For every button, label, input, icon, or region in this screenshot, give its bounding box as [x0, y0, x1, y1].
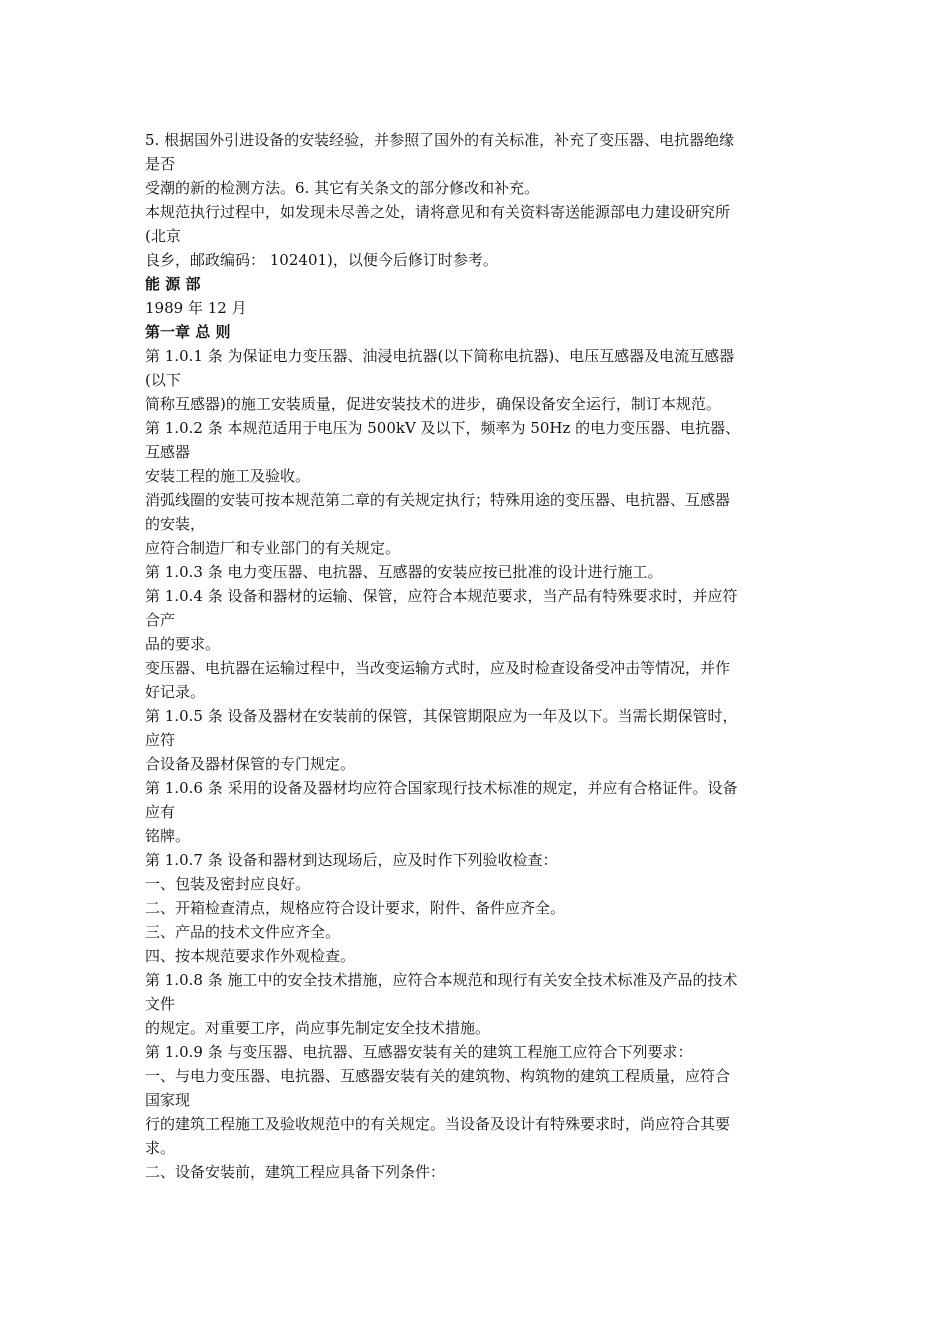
text-line: 本规范执行过程中，如发现未尽善之处，请将意见和有关资料寄送能源部电力建设研究所 — [145, 203, 731, 221]
text-line: (以下 — [145, 371, 181, 389]
text-line: 互感器 — [145, 443, 191, 461]
text-line: 品的要求。 — [145, 635, 221, 653]
text-line: 第 1.0.2 条 本规范适用于电压为 500kV 及以下，频率为 50Hz 的电力变压器、电抗器、 — [145, 419, 741, 437]
text-line: 好记录。 — [145, 683, 206, 701]
text-line: 合设备及器材保管的专门规定。 — [145, 755, 356, 773]
text-line: 文件 — [145, 995, 176, 1013]
text-line: 第 1.0.7 条 设备和器材到达现场后，应及时作下列验收检查： — [145, 851, 558, 869]
text-line: 应符 — [145, 731, 176, 749]
heading-line: 能 源 部 — [145, 275, 201, 293]
text-line: 第 1.0.8 条 施工中的安全技术措施，应符合本规范和现行有关安全技术标准及产品的技术 — [145, 971, 738, 989]
text-line: 是否 — [145, 155, 176, 173]
text-line: 二、开箱检查清点，规格应符合设计要求，附件、备件应齐全。 — [145, 899, 566, 917]
text-line: 合产 — [145, 611, 176, 629]
text-line: 5. 根据国外引进设备的安装经验，并参照了国外的有关标准，补充了变压器、电抗器绝缘 — [145, 131, 735, 149]
text-line: 第 1.0.5 条 设备及器材在安装前的保管，其保管期限应为一年及以下。当需长期保管时， — [145, 707, 738, 725]
text-line: 一、包装及密封应良好。 — [145, 875, 311, 893]
text-line: 受潮的新的检测方法。6. 其它有关条文的部分修改和补充。 — [145, 179, 540, 197]
text-line: 1989 年 12 月 — [145, 299, 247, 317]
text-line: 国家现 — [145, 1091, 191, 1109]
text-line: 简称互感器)的施工安装质量，促进安装技术的进步，确保设备安全运行，制订本规范。 — [145, 395, 721, 413]
text-line: 变压器、电抗器在运输过程中，当改变运输方式时，应及时检查设备受冲击等情况，并作 — [145, 659, 731, 677]
document-page — [145, 128, 810, 1184]
text-line: 铭牌。 — [145, 827, 191, 845]
text-line: (北京 — [145, 227, 181, 245]
text-line: 一、与电力变压器、电抗器、互感器安装有关的建筑物、构筑物的建筑工程质量，应符合 — [145, 1067, 731, 1085]
text-line: 第 1.0.4 条 设备和器材的运输、保管，应符合本规范要求，当产品有特殊要求时，并应符 — [145, 587, 738, 605]
text-line: 行的建筑工程施工及验收规范中的有关规定。当设备及设计有特殊要求时，尚应符合其要 — [145, 1115, 731, 1133]
text-line: 良乡，邮政编码： 102401)，以便今后修订时参考。 — [145, 251, 498, 269]
text-line: 第 1.0.1 条 为保证电力变压器、油浸电抗器(以下简称电抗器)、电压互感器及电流互感器 — [145, 347, 735, 365]
text-line: 消弧线圈的安装可按本规范第二章的有关规定执行；特殊用途的变压器、电抗器、互感器 — [145, 491, 731, 509]
text-line: 二、设备安装前，建筑工程应具备下列条件： — [145, 1163, 446, 1181]
text-line: 的安装， — [145, 515, 206, 533]
text-line: 的规定。对重要工序，尚应事先制定安全技术措施。 — [145, 1019, 491, 1037]
text-line: 四、按本规范要求作外观检查。 — [145, 947, 356, 965]
heading-line: 第一章 总 则 — [145, 323, 231, 341]
text-line: 应符合制造厂和专业部门的有关规定。 — [145, 539, 401, 557]
text-line: 求。 — [145, 1139, 176, 1157]
text-line: 第 1.0.3 条 电力变压器、电抗器、互感器的安装应按已批准的设计进行施工。 — [145, 563, 663, 581]
text-line: 三、产品的技术文件应齐全。 — [145, 923, 341, 941]
text-line: 应有 — [145, 803, 176, 821]
text-line: 安装工程的施工及验收。 — [145, 467, 311, 485]
text-line: 第 1.0.9 条 与变压器、电抗器、互感器安装有关的建筑工程施工应符合下列要求： — [145, 1043, 693, 1061]
text-line: 第 1.0.6 条 采用的设备及器材均应符合国家现行技术标准的规定，并应有合格证件。设备 — [145, 779, 738, 797]
